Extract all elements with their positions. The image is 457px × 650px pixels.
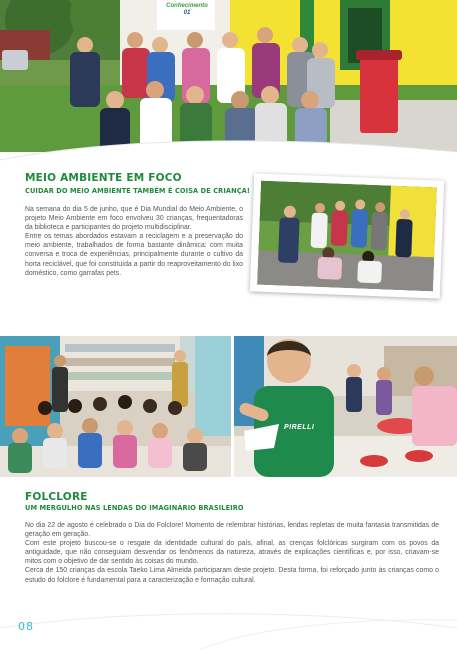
shirt-print: PIRELLI xyxy=(284,424,315,431)
library-group-photo xyxy=(0,336,231,477)
meio-ambiente-title: MEIO AMBIENTE EM FOCO xyxy=(25,172,182,184)
folclore-title: FOLCLORE xyxy=(25,491,88,503)
folclore-paragraph-3: Cerca de 150 crianças da escola Taeko Lima Almeida participaram deste projeto. Desta forma, foi reforçado junto às crianças como o estudo do folclore é fundamental para a caracterização e formação cultural. xyxy=(25,567,439,584)
meio-ambiente-body xyxy=(25,205,243,278)
folclore-paragraph-2: Com este projeto buscou-se o resgate da identidade cultural do país, afinal, as crenças folclóricas surgiram com os povos da antiguidade, que não conseguiam desvendar os fenômenos da natureza, através de explicações científicas e, por isso, criavam-se mitos com o objetivo de dar sentido às coisas do mundo. xyxy=(25,540,439,566)
boy-activity-photo xyxy=(234,336,457,477)
page-number: 08 xyxy=(18,620,34,633)
footer-swoosh xyxy=(0,598,457,650)
banner-sign-line1: Conhecimento xyxy=(166,3,208,9)
header-swoosh xyxy=(0,130,457,170)
meio-ambiente-paragraph-2: Entre os temas abordados estavam a reciclagem e a preservação do meio ambiente, trabalhados de forma bastante dinâmica: com muita conversa e troca de experiências, principalmente durante o cultivo da horta reciclável, que foi constituída a partir do reaproveitamento do lixo doméstico, como garrafas pets. xyxy=(25,233,243,277)
meio-ambiente-paragraph-1: Na semana do dia 5 de junho, que é Dia Mundial do Meio Ambiente, o projeto Meio Ambiente em foco envolveu 30 crianças, frequentadoras da biblioteca e participantes do projeto multidisciplinar. xyxy=(25,206,243,232)
folclore-subtitle: UM MERGULHO NAS LENDAS DO IMAGINÁRIO BRASILEIRO xyxy=(25,504,244,512)
meio-ambiente-subtitle: CUIDAR DO MEIO AMBIENTE TAMBÉM É COISA DE CRIANÇA! xyxy=(25,187,250,195)
folclore-body xyxy=(25,521,439,585)
folclore-paragraph-1: No dia 22 de agosto é celebrado o Dia do Folclore! Momento de relembrar histórias, lendas repletas de muita fantasia transmitidas de geração em geração. xyxy=(25,522,439,539)
meio-ambiente-photo xyxy=(250,173,444,298)
banner-sign-line2: 01 xyxy=(183,10,191,16)
banner-sign xyxy=(160,3,214,17)
